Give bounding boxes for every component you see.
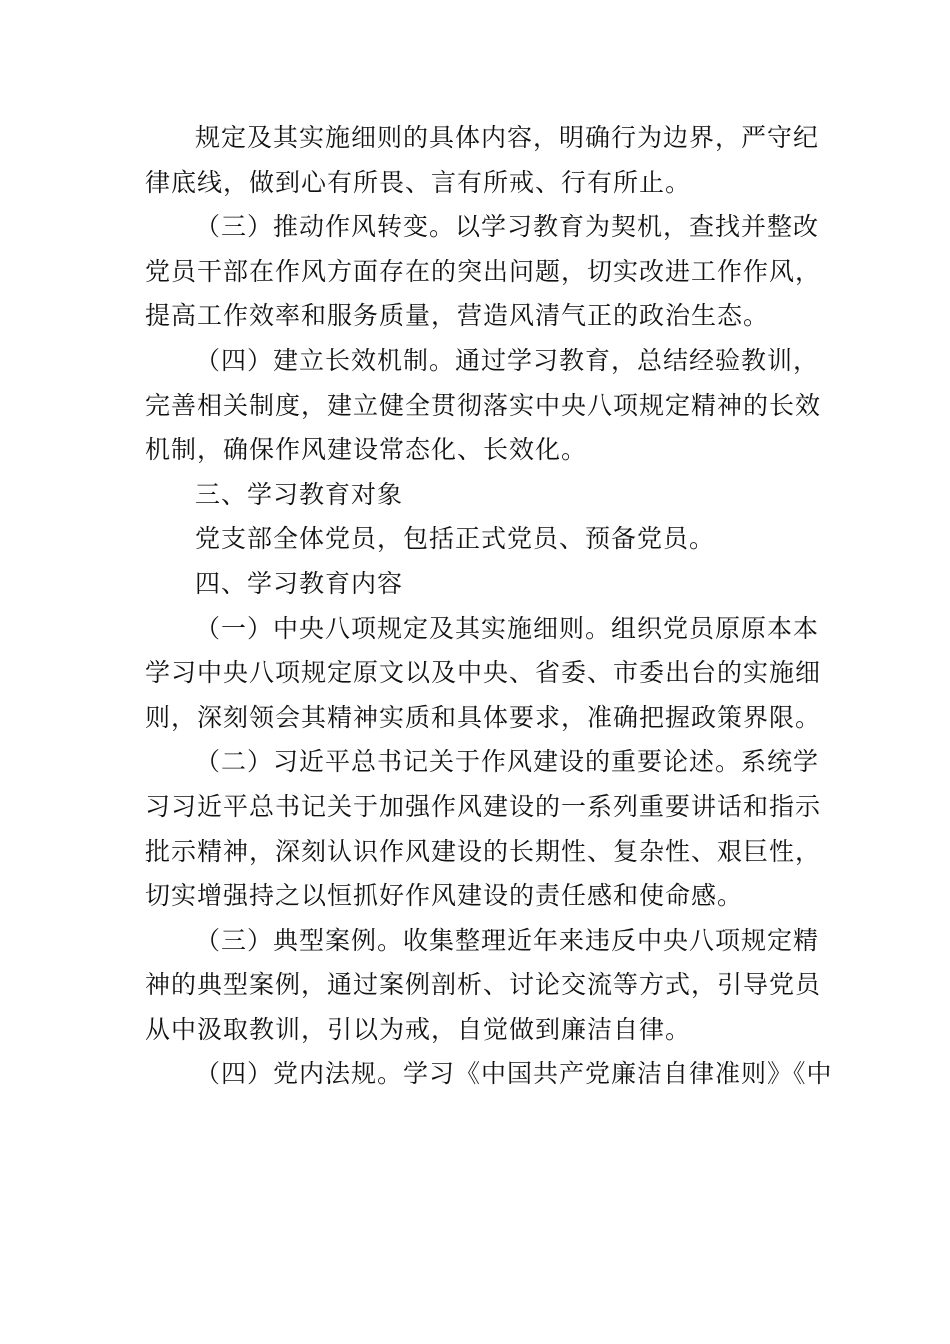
paragraph-important-expositions: （二）习近平总书记关于作风建设的重要论述。系统学习习近平总书记关于加强作风建设的一系列重要讲话和指示批示精神，深刻认识作风建设的长期性、复杂性、艰巨性，切实增强持之以恒抓好作风建设的责任感和使命感。 (145, 747, 822, 911)
document-body (145, 116, 835, 1097)
paragraph-typical-cases: （三）典型案例。收集整理近年来违反中央八项规定精神的典型案例，通过案例剖析、讨论交流等方式，引导党员从中汲取教训，引以为戒，自觉做到廉洁自律。 (145, 925, 822, 1044)
paragraph-discipline-boundary: 规定及其实施细则的具体内容，明确行为边界，严守纪律底线，做到心有所畏、言有所戒、行有所止。 (145, 123, 820, 197)
paragraph-style-change: （三）推动作风转变。以学习教育为契机，查找并整改党员干部在作风方面存在的突出问题，切实改进工作作风，提高工作效率和服务质量，营造风清气正的政治生态。 (145, 212, 822, 331)
paragraph-targets: 党支部全体党员，包括正式党员、预备党员。 (195, 524, 716, 554)
paragraph-eight-regulations: （一）中央八项规定及其实施细则。组织党员原原本本学习中央八项规定原文以及中央、省委、市委出台的实施细则，深刻领会其精神实质和具体要求，准确把握政策界限。 (145, 613, 822, 732)
paragraph-party-regulations: （四）党内法规。学习《中国共产党廉洁自律准则》《中 (195, 1059, 833, 1089)
section-heading-education-targets: 三、学习教育对象 (195, 479, 404, 509)
section-heading-education-content: 四、学习教育内容 (195, 568, 404, 598)
paragraph-long-term-mechanism: （四）建立长效机制。通过学习教育，总结经验教训，完善相关制度，建立健全贯彻落实中央八项规定精神的长效机制，确保作风建设常态化、长效化。 (145, 345, 822, 465)
